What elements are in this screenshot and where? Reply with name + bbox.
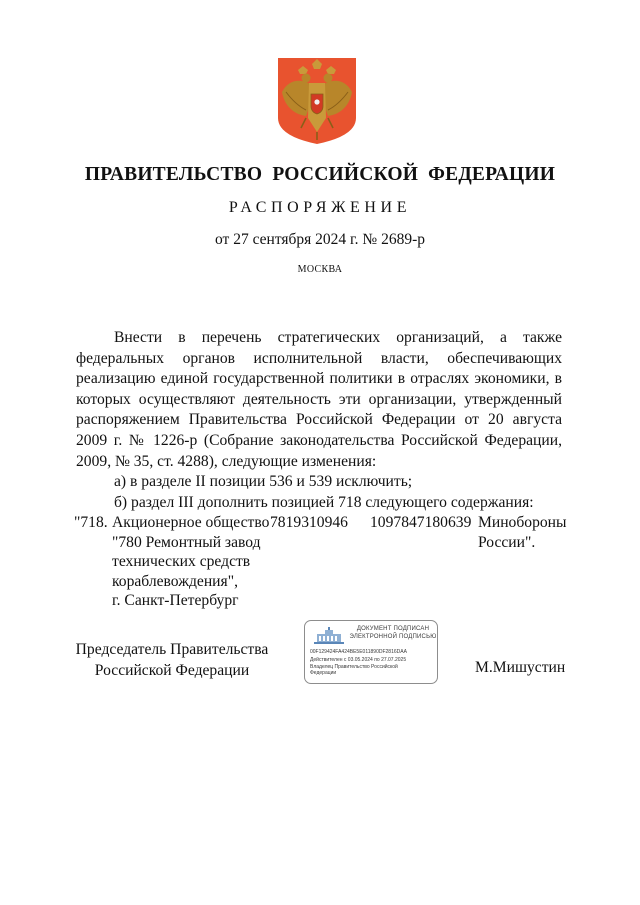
stamp-heading-line: ДОКУМЕНТ ПОДПИСАН xyxy=(356,626,430,632)
federal-authority xyxy=(478,513,570,552)
item-b: б) раздел III дополнить позицией 718 следующего содержания: xyxy=(114,493,534,511)
government-title: ПРАВИТЕЛЬСТВО РОССИЙСКОЙ ФЕДЕРАЦИИ xyxy=(84,164,556,185)
russian-coat-of-arms-emblem xyxy=(276,56,358,146)
organization-name-line: Акционерное общество xyxy=(112,514,270,531)
organization-name-line: "780 Ремонтный завод xyxy=(112,533,261,551)
stamp-heading xyxy=(349,626,437,641)
main-paragraph: Внести в перечень стратегических организаций, а также федеральных органов исполнительной власти, обеспечивающих реализацию единой государственной политики в отраслях экономики, в которых осуществляют деятельность эти организации, утвержденный распоряжением Правительства Российской Федерации от 20 августа 2009 г. № 1226-р (Собрание законодательства Российской Федерации, 2009, № 35, ст. 4288), следующие изменения: xyxy=(76,329,562,470)
organization-ogrn: 1097847180639 xyxy=(370,514,472,531)
item-a: а) в разделе II позиции 536 и 539 исключить; xyxy=(114,473,413,491)
signatory-title xyxy=(70,640,274,681)
signatory-title-line: Председатель Правительства xyxy=(75,641,269,658)
organization-name-line: г. Санкт-Петербург xyxy=(112,592,239,610)
stamp-validity: Действителен с 03.05.2024 по 27.07.2025 xyxy=(310,657,407,663)
stamp-heading-line: ЭЛЕКТРОННОЙ ПОДПИСЬЮ xyxy=(349,633,437,640)
signatory-title-line: Российской Федерации xyxy=(94,661,250,679)
organization-name-line: кораблевождения", xyxy=(112,572,238,590)
electronic-signature-stamp xyxy=(304,620,438,684)
organization-name-line: технических средств xyxy=(112,553,251,571)
stamp-certificate: 00F129424FA424BE5E011890DF2816DAA xyxy=(310,649,407,655)
document-type: РАСПОРЯЖЕНИЕ xyxy=(228,199,412,216)
government-building-icon xyxy=(313,627,345,645)
signatory-name: М.Мишустин xyxy=(475,659,566,676)
position-number: "718. xyxy=(74,514,108,531)
document-city: МОСКВА xyxy=(297,264,343,275)
federal-authority-line: Минобороны xyxy=(478,514,567,531)
organization-name xyxy=(112,513,277,611)
document-body xyxy=(76,328,562,513)
stamp-owner: Федерации xyxy=(310,670,337,676)
document-date-number: от 27 сентября 2024 г. № 2689-р xyxy=(215,231,425,248)
federal-authority-line: России". xyxy=(478,533,536,551)
organization-inn: 7819310946 xyxy=(270,514,348,531)
stamp-owner: Владелец Правительство Российской xyxy=(310,664,398,670)
